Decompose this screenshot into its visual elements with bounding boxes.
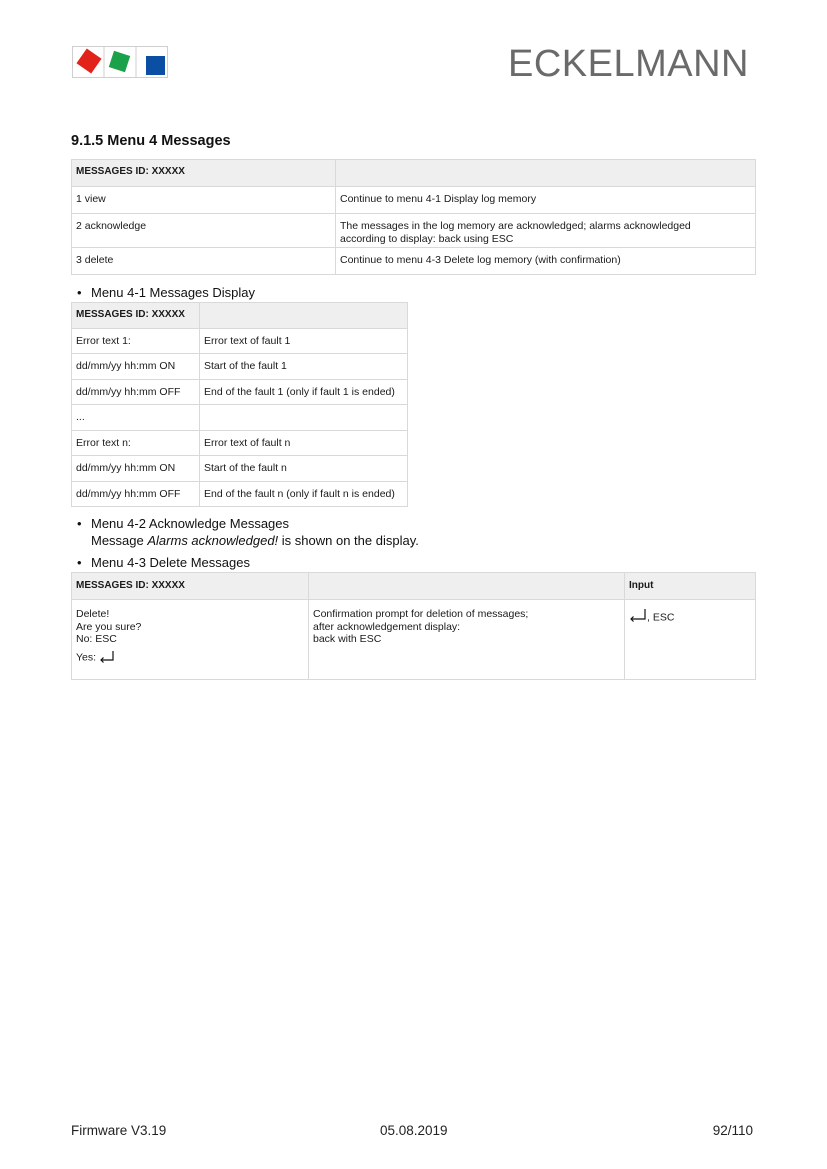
table-cell-line: according to display: back using ESC	[340, 232, 514, 245]
menu-4-table	[71, 159, 756, 275]
table-cell: Continue to menu 4-3 Delete log memory (with confirmation)	[336, 248, 756, 275]
footer-firmware: Firmware V3.19	[71, 1123, 167, 1138]
table-cell	[72, 600, 309, 680]
table-cell: Continue to menu 4-1 Display log memory	[336, 187, 756, 214]
messages-display-table	[71, 302, 408, 507]
table-cell-line: No: ESC	[76, 633, 117, 645]
table-cell-line: after acknowledgement display:	[313, 620, 461, 633]
bullet-item	[77, 555, 250, 570]
table-cell-line: Confirmation prompt for deletion of messages;	[313, 608, 529, 620]
enter-key-icon	[99, 650, 115, 664]
subtext-emphasis: Alarms acknowledged!	[147, 533, 279, 548]
table-cell: 2 acknowledge	[72, 214, 336, 248]
section-heading: 9.1.5 Menu 4 Messages	[71, 133, 231, 149]
bullet-text: Menu 4-1 Messages Display	[91, 285, 256, 300]
table-cell: dd/mm/yy hh:mm ON	[72, 354, 200, 380]
table-cell: 3 delete	[72, 248, 336, 275]
bullet-dot-icon: •	[77, 555, 82, 570]
table-cell: dd/mm/yy hh:mm ON	[72, 456, 200, 482]
table-header-cell: MESSAGES ID: XXXXX	[72, 573, 309, 600]
eckelmann-logo	[72, 46, 168, 78]
table-header-cell: MESSAGES ID: XXXXX	[72, 303, 200, 329]
bullet-dot-icon: •	[77, 285, 82, 300]
red-square-icon	[76, 48, 101, 73]
table-cell-line: Delete!	[76, 608, 110, 620]
table-cell: dd/mm/yy hh:mm OFF	[72, 379, 200, 405]
table-cell: Start of the fault n	[200, 456, 408, 482]
bullet-text: Menu 4-3 Delete Messages	[91, 555, 250, 570]
table-cell: End of the fault n (only if fault n is ended)	[200, 481, 408, 507]
bullet-dot-icon: •	[77, 516, 82, 531]
table-cell: End of the fault 1 (only if fault 1 is ended)	[200, 379, 408, 405]
brand-wordmark: ECKELMANN	[508, 43, 749, 85]
subtext-prefix: Message	[91, 533, 148, 548]
table-cell	[200, 405, 408, 431]
table-header-cell: Input	[625, 573, 756, 600]
table-cell-line: The messages in the log memory are acknowledged; alarms acknowledged	[340, 220, 691, 232]
table-cell: ...	[72, 405, 200, 431]
table-cell-line: Are you sure?	[76, 620, 142, 633]
table-cell-line: back with ESC	[313, 633, 382, 645]
table-cell	[309, 600, 625, 680]
green-square-icon	[109, 51, 130, 72]
table-header-cell: MESSAGES ID: XXXXX	[72, 160, 336, 187]
table-cell: dd/mm/yy hh:mm OFF	[72, 481, 200, 507]
table-cell-line	[76, 650, 304, 664]
yes-label: Yes:	[76, 651, 99, 663]
table-header-cell	[200, 303, 408, 329]
bullet-subtext	[91, 533, 419, 548]
bullet-item	[77, 516, 289, 531]
footer-page-number: 92/110	[712, 1123, 753, 1138]
table-header-cell	[309, 573, 625, 600]
input-esc-label: , ESC	[647, 611, 675, 624]
table-cell: Error text n:	[72, 430, 200, 456]
enter-key-icon	[629, 608, 647, 624]
table-cell: Error text of fault 1	[200, 328, 408, 354]
table-cell: Start of the fault 1	[200, 354, 408, 380]
bullet-text: Menu 4-2 Acknowledge Messages	[91, 516, 290, 531]
table-cell: 1 view	[72, 187, 336, 214]
table-cell	[336, 214, 756, 248]
footer-date: 05.08.2019	[380, 1123, 448, 1138]
subtext-suffix: is shown on the display.	[278, 533, 419, 548]
delete-messages-table	[71, 572, 756, 680]
table-cell: Error text 1:	[72, 328, 200, 354]
blue-square-icon	[146, 56, 165, 75]
bullet-item	[77, 285, 255, 300]
table-cell	[625, 600, 756, 680]
table-cell: Error text of fault n	[200, 430, 408, 456]
table-header-cell	[336, 160, 756, 187]
